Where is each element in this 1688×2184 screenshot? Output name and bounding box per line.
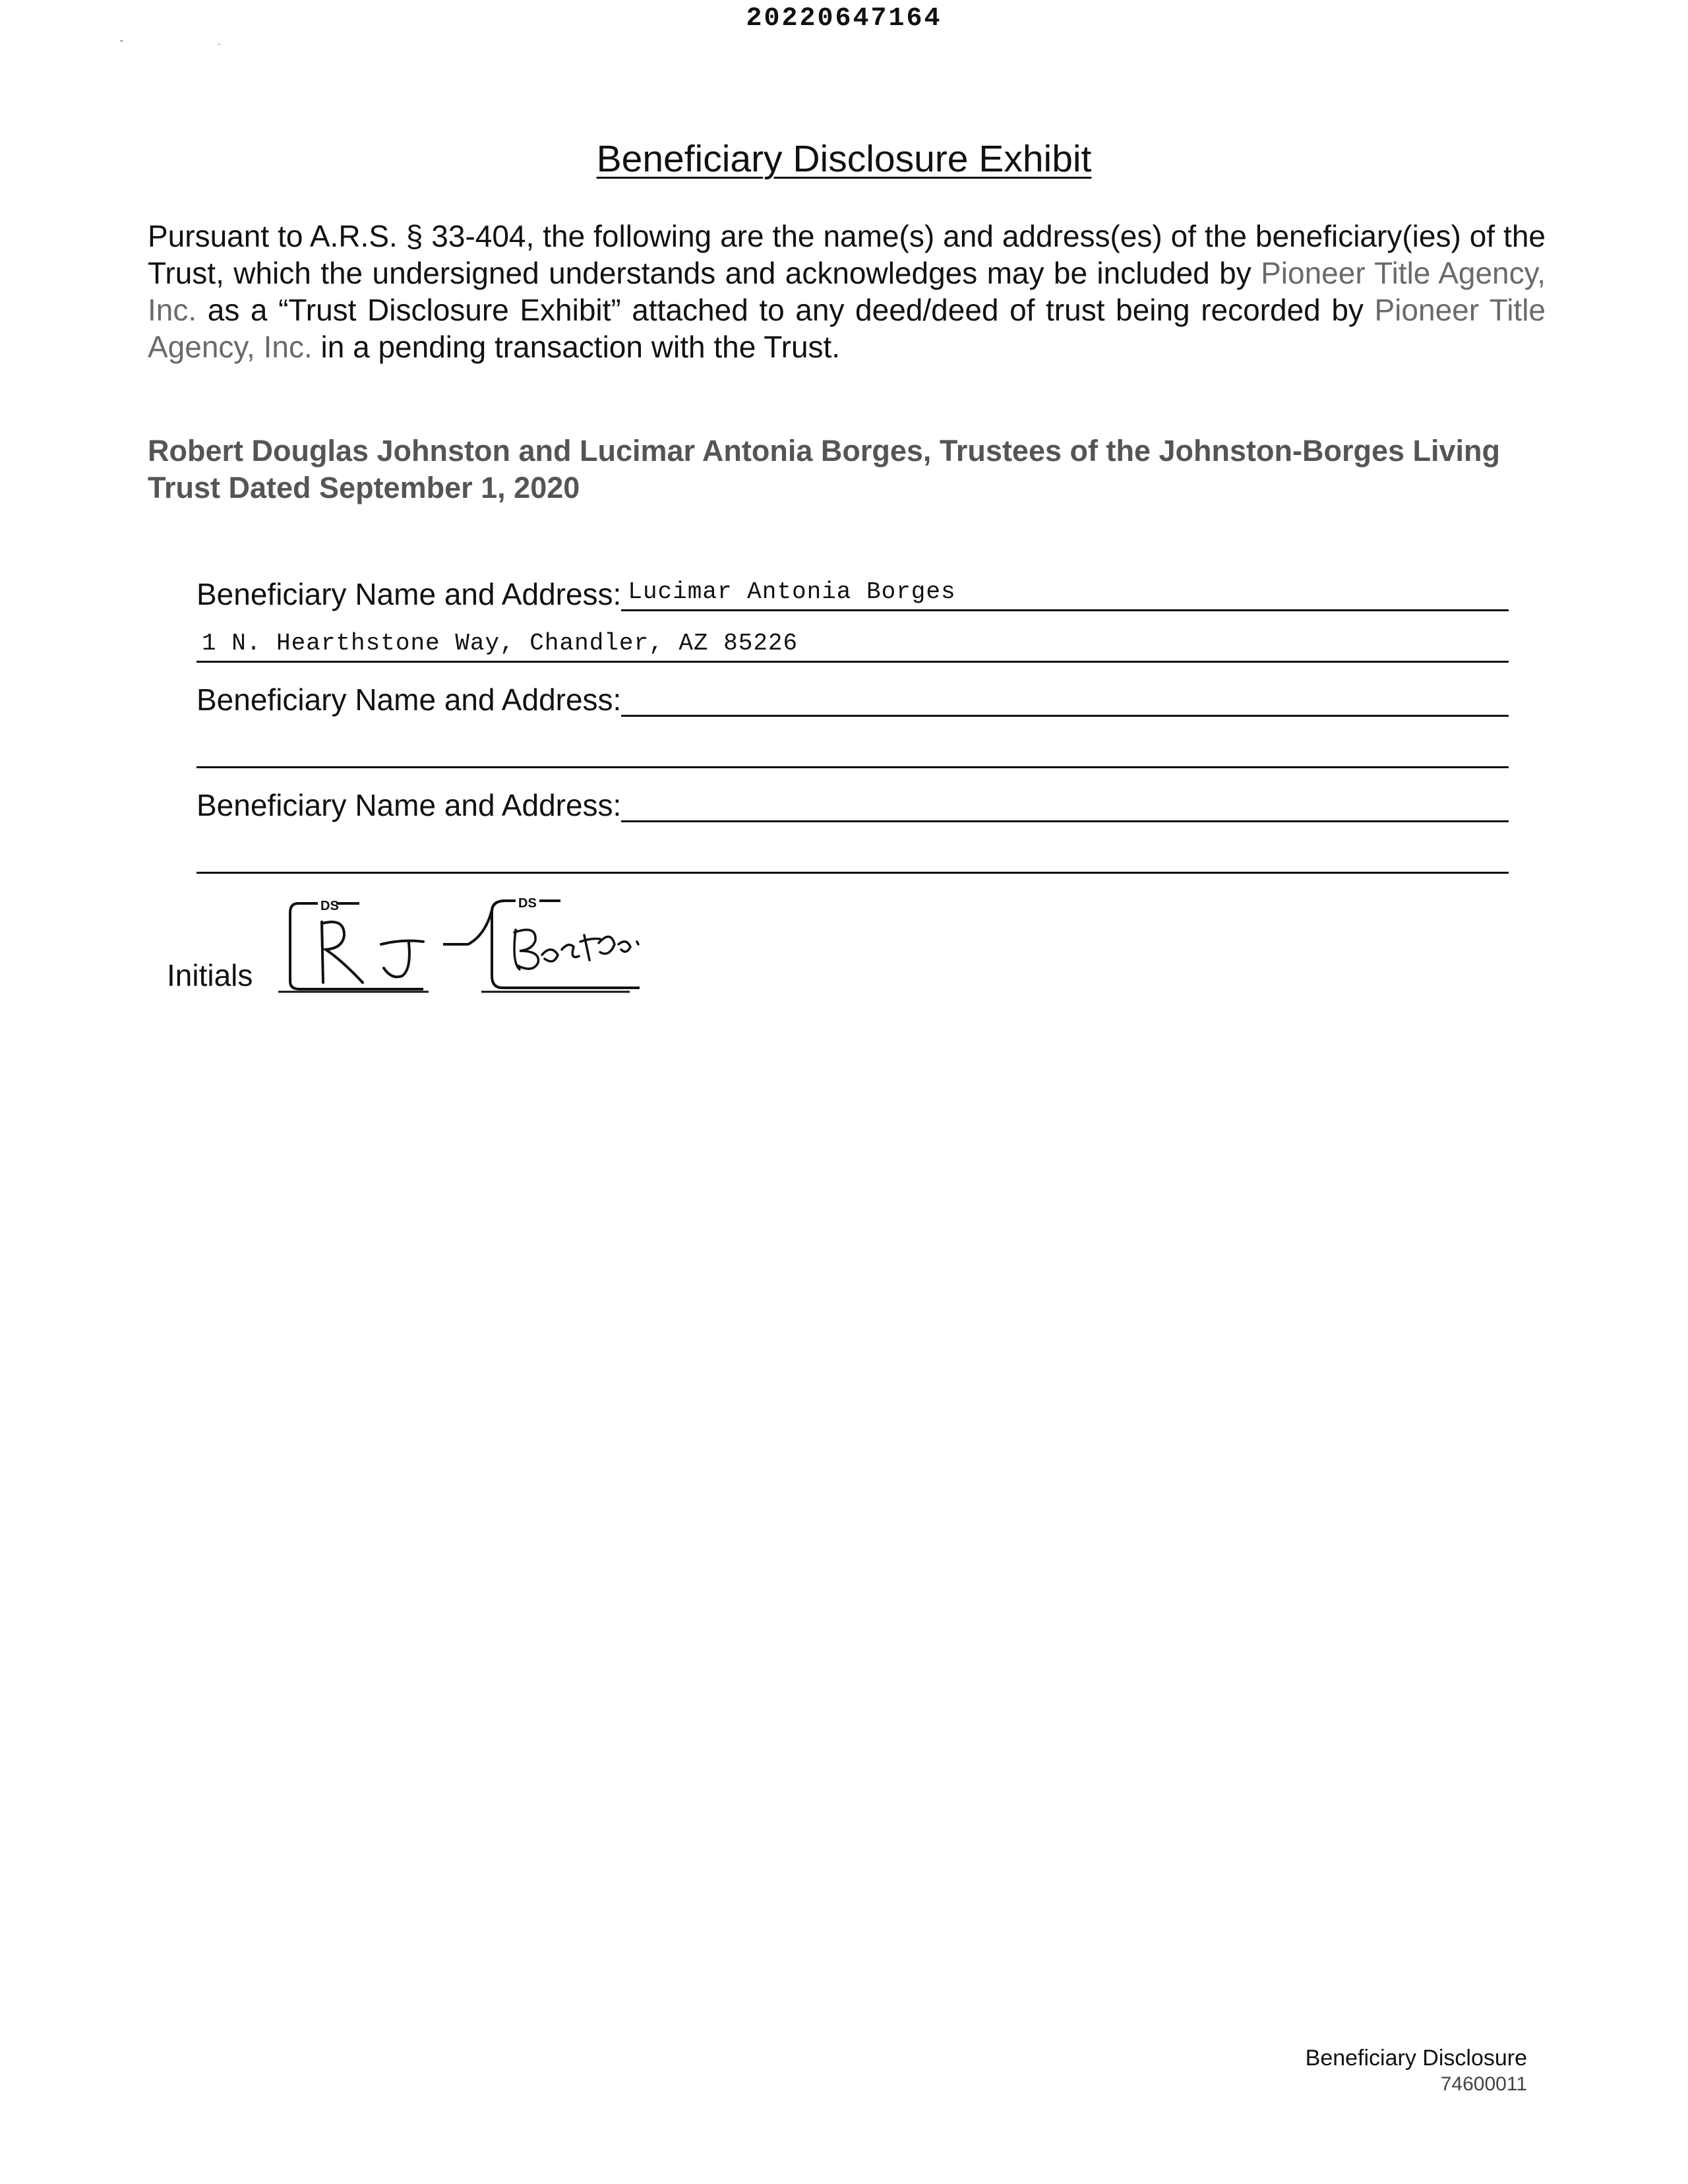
beneficiary-name: Lucimar Antonia Borges (628, 578, 956, 605)
initials-signatures (270, 884, 679, 1002)
docusign-tag-1: DS (320, 899, 339, 913)
handwritten-initials-1 (381, 941, 423, 977)
beneficiary-address: 1 N. Hearthstone Way, Chandler, AZ 85226 (202, 630, 799, 657)
handwritten-initials-2 (542, 935, 638, 961)
beneficiary-label: Beneficiary Name and Address: (196, 682, 622, 717)
scan-artifact-mark: · (218, 38, 221, 49)
beneficiary-label: Beneficiary Name and Address: (196, 577, 622, 611)
beneficiary-row-2 (196, 681, 1509, 717)
beneficiary-label: Beneficiary Name and Address: (196, 788, 622, 822)
handwritten-initials-2 (514, 930, 538, 969)
handwritten-initials-1 (322, 922, 363, 983)
agency-name: Pioneer Title Agency, Inc. (148, 293, 1546, 364)
docusign-tag-2: DS (518, 896, 537, 911)
beneficiary-name-field[interactable] (621, 786, 1509, 822)
trust-name: Robert Douglas Johnston and Lucimar Antonia Borges, Trustees of the Johnston-Borges Living Trust Dated September 1, 2020 (148, 434, 1500, 504)
initials-label: Initials (167, 958, 253, 992)
beneficiary-name-field[interactable] (621, 681, 1509, 717)
beneficiary-row-1 (196, 575, 1509, 611)
disclosure-paragraph (148, 218, 1546, 365)
page-title: Beneficiary Disclosure Exhibit (596, 138, 1092, 180)
paragraph-text: in a pending transaction with the Trust. (312, 330, 841, 364)
beneficiary-row-3 (196, 786, 1509, 822)
scan-artifact-mark: ˇ (120, 38, 123, 49)
docusign-bracket-2 (443, 901, 516, 944)
document-number: 20220647164 (746, 4, 942, 34)
footer-label: Beneficiary Disclosure (1305, 2046, 1527, 2071)
beneficiary-address-field[interactable] (196, 839, 1509, 874)
beneficiary-address-field[interactable] (196, 733, 1509, 768)
paragraph-text: Pursuant to A.R.S. § 33-404, the following are the name(s) and address(es) of the beneficiary(ies) of the Trust, which the undersigned understands and acknowledges may be included by (148, 219, 1546, 290)
paragraph-text: as a “Trust Disclosure Exhibit” attached to any deed/deed of trust being recorded by (196, 293, 1375, 327)
agency-name: Pioneer Title Agency, Inc. (148, 256, 1546, 327)
footer-code: 74600011 (1440, 2073, 1527, 2095)
page-footer (1306, 2044, 1527, 2097)
beneficiary-name-field[interactable] (621, 575, 1509, 611)
beneficiary-address-field[interactable] (196, 628, 1509, 663)
